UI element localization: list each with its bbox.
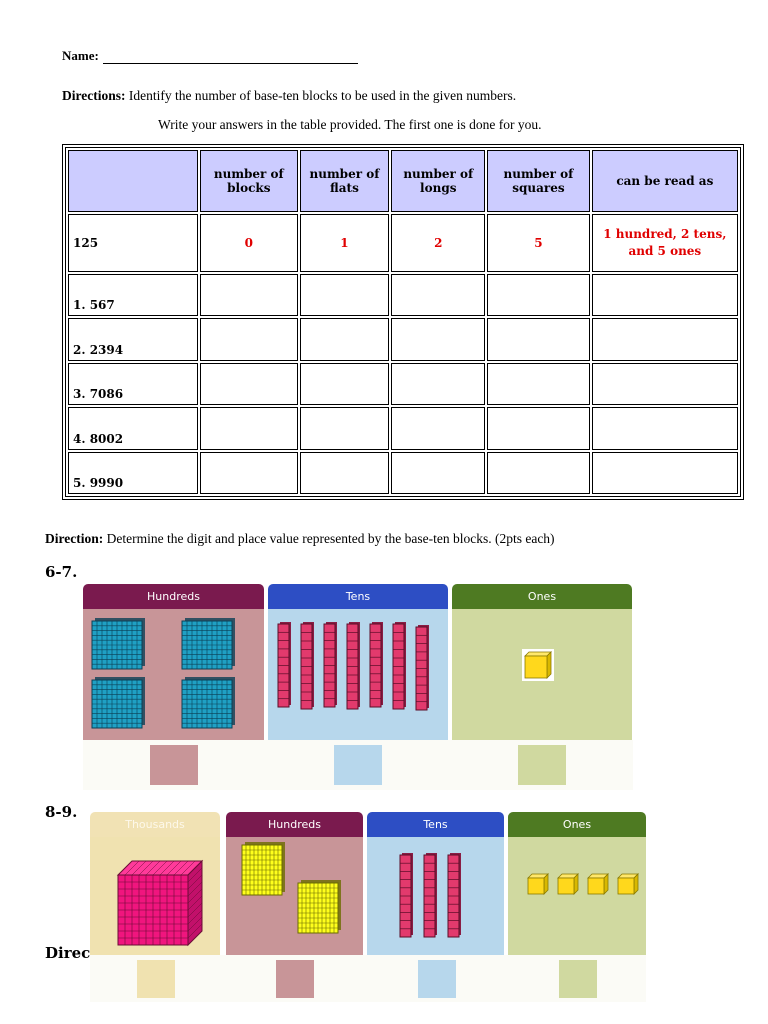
row-label: 5. 9990 (68, 452, 198, 494)
ones-cubes-2 (508, 837, 646, 955)
tens-answer-box[interactable] (334, 745, 382, 785)
header-cell-blank (68, 150, 198, 212)
base-ten-table (62, 144, 744, 500)
answer-cell[interactable] (200, 363, 298, 405)
one-cube (525, 652, 551, 678)
table-row (68, 274, 738, 316)
answer-cell[interactable] (592, 363, 738, 405)
hundreds-panel (83, 609, 264, 740)
one-cube (528, 874, 548, 894)
answer-cell[interactable] (487, 274, 589, 316)
ones-answer-box-2[interactable] (559, 960, 597, 998)
hundreds-header: Hundreds (83, 584, 264, 609)
answer-cell[interactable] (592, 407, 738, 449)
header-read-as: can be read as (592, 150, 738, 212)
table-row (68, 452, 738, 494)
answer-cell[interactable] (391, 318, 485, 360)
answer-cell[interactable] (487, 407, 589, 449)
ten-rod (400, 853, 413, 937)
table-row (68, 363, 738, 405)
directions-label: Directions: (62, 88, 126, 103)
one-cube (618, 874, 638, 894)
hundreds-answer-box-2[interactable] (276, 960, 314, 998)
answer-cell[interactable] (200, 407, 298, 449)
row-label: 4. 8002 (68, 407, 198, 449)
thousand-cube (90, 837, 220, 955)
answer-cell[interactable] (300, 407, 390, 449)
ones-cubes (452, 609, 632, 740)
ten-rod (324, 622, 337, 707)
answer-cell[interactable] (592, 274, 738, 316)
hundreds-header-2: Hundreds (226, 812, 363, 837)
hundreds-blocks (83, 609, 264, 740)
tens-header-2: Tens (367, 812, 504, 837)
answer-cell[interactable] (200, 452, 298, 494)
table-row (68, 318, 738, 360)
row-label: 2. 2394 (68, 318, 198, 360)
tens-answer-box-2[interactable] (418, 960, 456, 998)
thousand-block (118, 861, 202, 945)
direction-fragment: Direc (45, 944, 91, 962)
hundred-flat (92, 677, 145, 728)
ten-rod (416, 625, 429, 710)
tens-panel-2 (367, 837, 504, 955)
directions-line-1 (62, 88, 516, 104)
question-8-9-label: 8-9. (45, 803, 78, 821)
example-number: 125 (68, 214, 198, 272)
ten-rod (393, 622, 406, 709)
tens-panel (268, 609, 448, 740)
tens-rods (268, 609, 448, 740)
answer-cell[interactable] (391, 274, 485, 316)
hundreds-panel-2 (226, 837, 363, 955)
answer-cell[interactable] (487, 363, 589, 405)
ten-rod (278, 622, 291, 707)
hundred-flat (242, 842, 285, 895)
ones-panel (452, 609, 632, 740)
hundred-flat (298, 880, 341, 933)
example-flats: 1 (300, 214, 390, 272)
example-blocks: 0 (200, 214, 298, 272)
answer-cell[interactable] (487, 318, 589, 360)
name-blank-line[interactable] (103, 51, 358, 64)
question-6-7-label: 6-7. (45, 563, 78, 581)
answer-cell[interactable] (391, 363, 485, 405)
direction-text: Determine the digit and place value represented by the base-ten blocks. (2pts each) (103, 531, 555, 546)
answer-cell[interactable] (592, 452, 738, 494)
directions-text: Identify the number of base-ten blocks to be used in the given numbers. (125, 88, 517, 103)
hundreds-answer-box[interactable] (150, 745, 198, 785)
ones-header: Ones (452, 584, 632, 609)
ten-rod (347, 622, 360, 709)
example-row (68, 214, 738, 272)
ten-rod (448, 853, 461, 937)
direction-2 (45, 531, 555, 547)
tens-rods-2 (367, 837, 504, 955)
hundred-flat (92, 618, 145, 669)
table-row (68, 407, 738, 449)
answer-cell[interactable] (300, 318, 390, 360)
answer-cell[interactable] (200, 274, 298, 316)
ones-answer-box[interactable] (518, 745, 566, 785)
answer-cell[interactable] (487, 452, 589, 494)
ten-rod (301, 622, 314, 709)
thousands-panel (90, 837, 220, 955)
thousands-header: Thousands (90, 812, 220, 837)
row-label: 1. 567 (68, 274, 198, 316)
example-read-as: 1 hundred, 2 tens, and 5 ones (592, 214, 738, 272)
ones-panel-2 (508, 837, 646, 955)
hundreds-flats (226, 837, 363, 955)
header-blocks: number of blocks (200, 150, 298, 212)
answer-cell[interactable] (592, 318, 738, 360)
thousands-answer-box[interactable] (137, 960, 175, 998)
ten-rod (370, 622, 383, 707)
table-header-row (68, 150, 738, 212)
header-squares: number of squares (487, 150, 589, 212)
ones-header-2: Ones (508, 812, 646, 837)
one-cube (558, 874, 578, 894)
row-label: 3. 7086 (68, 363, 198, 405)
header-flats: number of flats (300, 150, 390, 212)
answer-cell[interactable] (391, 452, 485, 494)
example-longs: 2 (391, 214, 485, 272)
name-field (62, 48, 358, 64)
ten-rod (424, 853, 437, 937)
hundred-flat (182, 618, 235, 669)
answer-cell[interactable] (391, 407, 485, 449)
name-label: Name: (62, 48, 99, 63)
direction-label: Direction: (45, 531, 104, 546)
tens-header: Tens (268, 584, 448, 609)
answer-cell[interactable] (200, 318, 298, 360)
answer-cell[interactable] (300, 452, 390, 494)
example-squares: 5 (487, 214, 589, 272)
answer-cell[interactable] (300, 363, 390, 405)
header-longs: number of longs (391, 150, 485, 212)
hundred-flat (182, 677, 235, 728)
one-cube (588, 874, 608, 894)
answer-cell[interactable] (300, 274, 390, 316)
directions-line-2: Write your answers in the table provided. The first one is done for you. (158, 117, 542, 132)
